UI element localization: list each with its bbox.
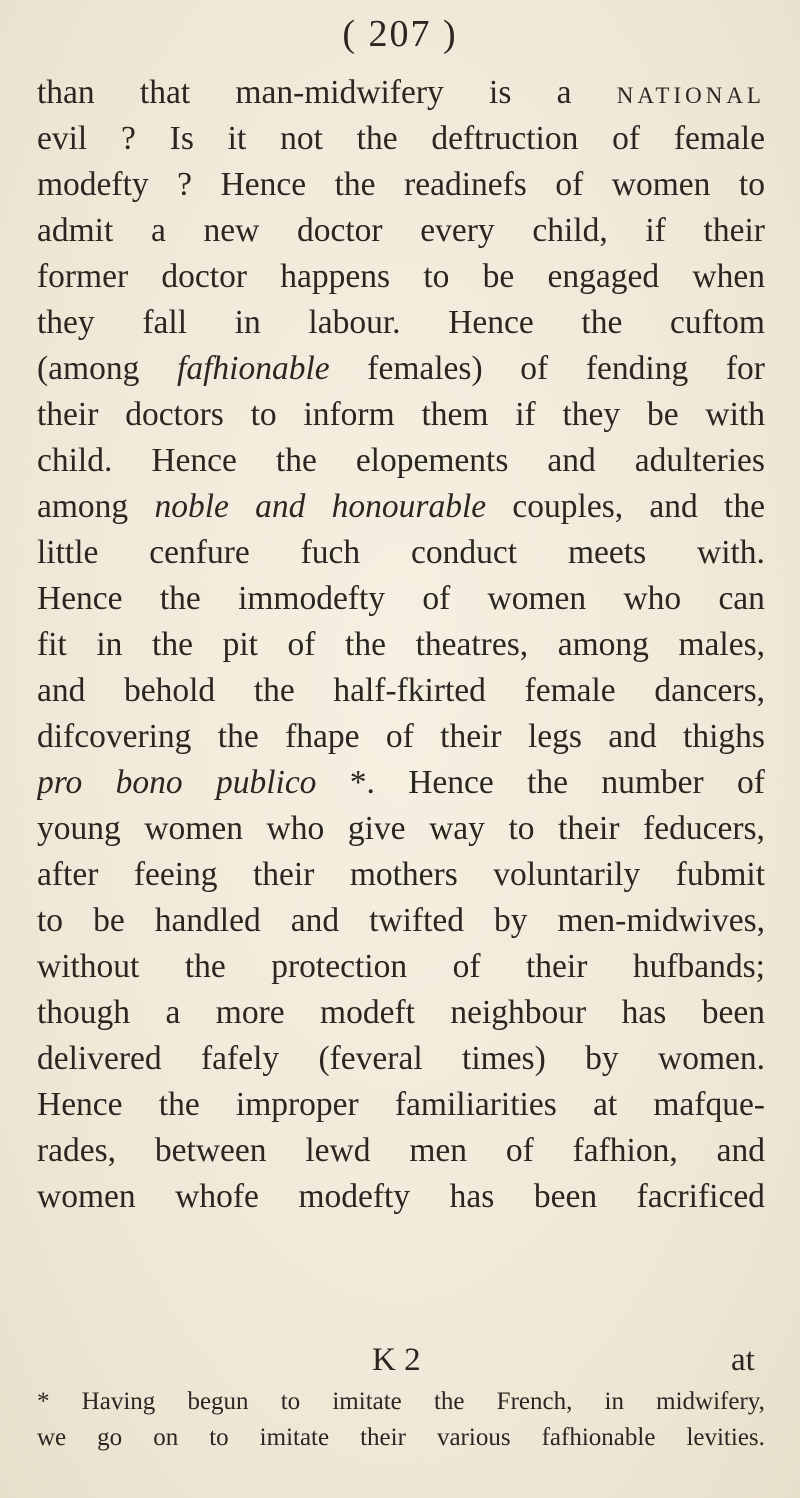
text-line: Hence the improper familiarities at mafque- (37, 1086, 765, 1123)
text-line: rades, between lewd men of fafhion, and (37, 1132, 765, 1169)
signature-mark: K 2 (372, 1342, 421, 1378)
text-line: though a more modeft neighbour has been (37, 994, 765, 1031)
text-line: among noble and honourable couples, and the (37, 488, 765, 525)
text-line: little cenfure fuch conduct meets with. (37, 534, 765, 571)
text-line: women whofe modefty has been facrificed (37, 1178, 765, 1215)
page-number: ( 207 ) (342, 13, 458, 55)
text-line: and behold the half-fkirted female dancers, (37, 672, 765, 709)
text-line: (among fafhionable females) of fending for (37, 350, 765, 387)
page-footer (0, 1338, 800, 1382)
text-line: pro bono publico *. Hence the number of (37, 764, 765, 801)
text-line: Hence the immodefty of women who can (37, 580, 765, 617)
text-line: modefty ? Hence the readinefs of women to (37, 166, 765, 203)
text-line: they fall in labour. Hence the cuftom (37, 304, 765, 341)
text-line: fit in the pit of the theatres, among males, (37, 626, 765, 663)
text-line: evil ? Is it not the deftruction of female (37, 120, 765, 157)
text-line: admit a new doctor every child, if their (37, 212, 765, 249)
footnote-line: * Having begun to imitate the French, in midwifery, (37, 1388, 765, 1415)
text-line: without the protection of their hufbands; (37, 948, 765, 985)
text-line: child. Hence the elopements and adulteries (37, 442, 765, 479)
text-line: than that man-midwifery is a national (37, 74, 765, 111)
text-line: their doctors to inform them if they be with (37, 396, 765, 433)
text-line: to be handled and twifted by men-midwives, (37, 902, 765, 939)
footnote (37, 1384, 765, 1456)
footnote-line: we go on to imitate their various fafhionable levities. (37, 1424, 765, 1451)
text-line: delivered fafely (feveral times) by women. (37, 1040, 765, 1077)
catchword: at (731, 1342, 755, 1378)
text-line: after feeing their mothers voluntarily fubmit (37, 856, 765, 893)
text-line: young women who give way to their feducers, (37, 810, 765, 847)
main-text (37, 70, 765, 1220)
text-line: former doctor happens to be engaged when (37, 258, 765, 295)
text-line: difcovering the fhape of their legs and thighs (37, 718, 765, 755)
